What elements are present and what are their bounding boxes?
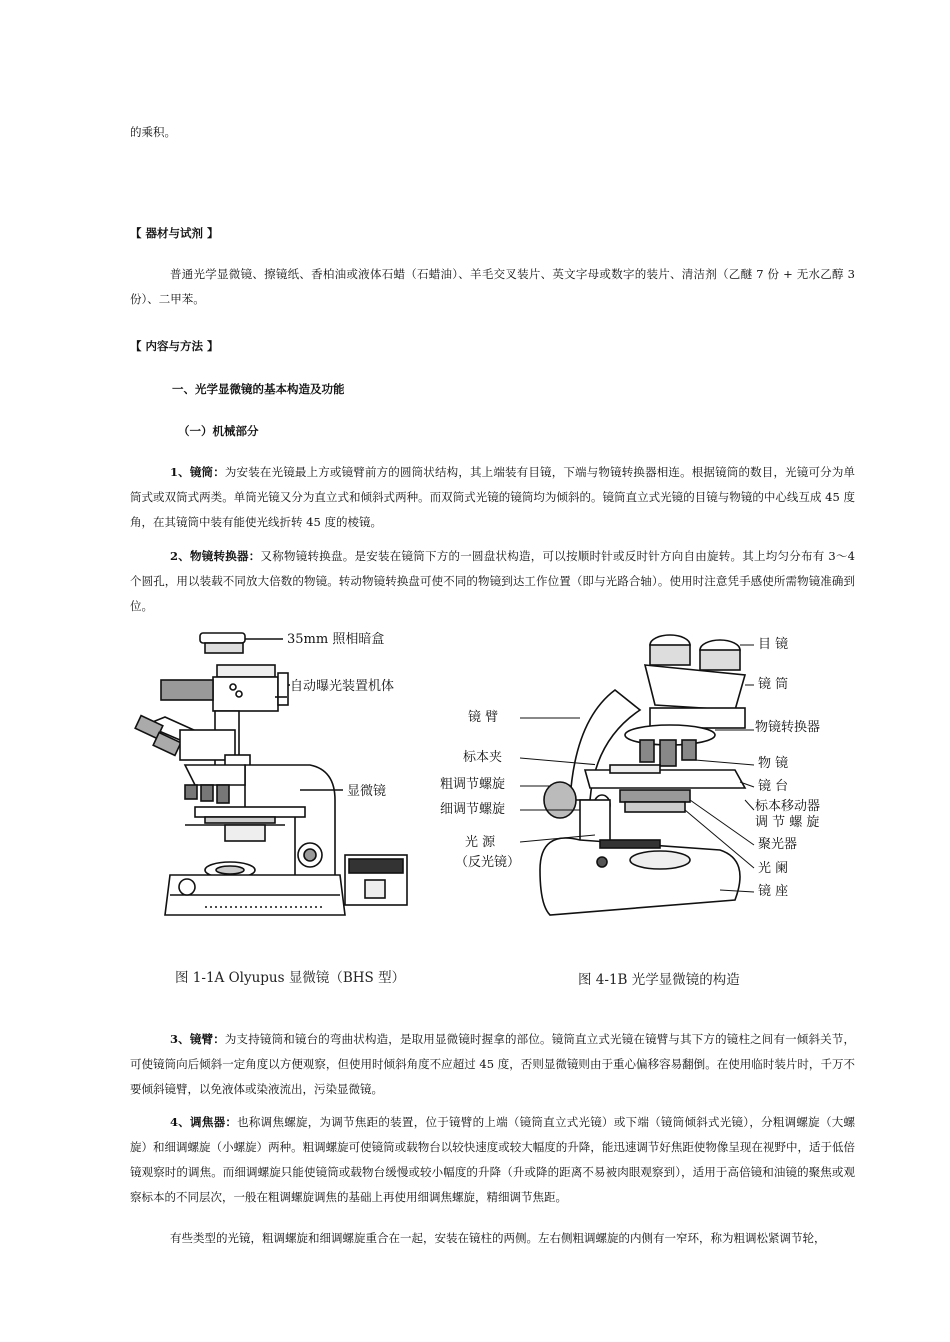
figure-a-illustration bbox=[125, 625, 435, 935]
figure-b-label-base: 镜 座 bbox=[758, 884, 789, 899]
paragraph-last: 有些类型的光镜，粗调螺旋和细调螺旋重合在一起，安装在镜柱的两侧。左右侧粗调螺旋的内侧有一窄环，称为粗调松紧调节轮， bbox=[170, 1231, 826, 1245]
item2-title: 2、物镜转换器： bbox=[170, 549, 261, 563]
paragraph-item2 bbox=[130, 544, 855, 619]
item3-body: 为支持镜筒和镜台的弯曲状构造，是取用显微镜时握拿的部位。镜筒直立式光镜在镜臂与其下方的镜柱之间有一倾斜关节，可使镜筒向后倾斜一定角度以方便观察，但使用时倾斜角度不应超过 45 度，否则显微镜则由于重心偏移容易翻倒。在使用临时装片时，千万不要倾斜镜臂，以免液体或染液流出，污染显微镜。 bbox=[130, 1032, 855, 1096]
paragraph-item4 bbox=[130, 1110, 855, 1210]
figure-b-caption: 图 4-1B 光学显微镜的构造 bbox=[578, 972, 740, 988]
content-heading: 【 内容与方法 】 bbox=[130, 339, 219, 353]
materials-heading: 【 器材与试剂 】 bbox=[130, 226, 219, 240]
item1-body: 为安装在光镜最上方或镜臂前方的圆筒状结构，其上端装有目镜，下端与物镜转换器相连。根据镜筒的数目，光镜可分为单筒式或双筒式两类。单筒光镜又分为直立式和倾斜式两种。而双筒式光镜的镜筒均为倾斜的。镜筒直立式光镜的目镜与物镜的中心线互成 45 度角，在其镜筒中装有能使光线折转 45 度的棱镜。 bbox=[130, 465, 855, 529]
figure-a-caption: 图 1-1A Olyupus 显微镜（BHS 型） bbox=[175, 970, 406, 986]
figure-b-label-coarse: 粗调节螺旋 bbox=[440, 777, 506, 792]
figure-b-label-arm: 镜 臂 bbox=[468, 710, 499, 725]
figure-b-label-nosepiece: 物镜转换器 bbox=[755, 720, 821, 735]
figure-b-label-objective: 物 镜 bbox=[758, 756, 789, 771]
paragraph-item1 bbox=[130, 460, 855, 535]
figure-a-label-camera: 35mm 照相暗盒 bbox=[287, 632, 385, 647]
figure-b-label-light: 光 源 bbox=[465, 835, 496, 850]
paragraph-item3 bbox=[130, 1027, 855, 1102]
figure-a-label-exposure: 自动曝光装置机体 bbox=[290, 679, 395, 694]
figure-b-label-mirror: （反光镜） bbox=[455, 855, 521, 870]
figure-b-label-eyepiece: 目 镜 bbox=[758, 637, 789, 652]
figure-b-label-diaphragm: 光 阑 bbox=[758, 861, 789, 876]
figure-a-label-microscope: 显微镜 bbox=[347, 784, 387, 799]
figure-b-label-mover-knob: 调 节 螺 旋 bbox=[755, 815, 820, 830]
subsection-title: （一）机械部分 bbox=[178, 424, 259, 438]
figure-b-label-clip: 标本夹 bbox=[463, 750, 503, 765]
item1-title: 1、镜筒： bbox=[170, 465, 225, 479]
item4-title: 4、调焦器： bbox=[170, 1115, 238, 1129]
item2-body: 又称物镜转换盘。是安装在镜筒下方的一圆盘状构造，可以按顺时针或反时针方向自由旋转。其上均匀分布有 3～4 个圆孔，用以装载不同放大倍数的物镜。转动物镜转换盘可使不同的物镜到达工作位置（即与光路合轴）。使用时注意凭手感使所需物镜准确到位。 bbox=[130, 549, 855, 613]
materials-body: 普通光学显微镜、擦镜纸、香柏油或液体石蜡（石蜡油）、羊毛交叉装片、英文字母或数字的装片、清洁剂（乙醚 7 份 + 无水乙醇 3 份）、二甲苯。 bbox=[130, 267, 855, 306]
figure-b-label-tube: 镜 筒 bbox=[758, 677, 789, 692]
item4-body: 也称调焦螺旋，为调节焦距的装置，位于镜臂的上端（镜筒直立式光镜）或下端（镜筒倾斜式光镜），分粗调螺旋（大螺旋）和细调螺旋（小螺旋）两种。粗调螺旋可使镜筒或载物台以较快速度或较大幅度的升降，能迅速调节好焦距使物像呈现在视野中，适于低倍镜观察时的调焦。而细调螺旋只能使镜筒或载物台缓慢或较小幅度的升降（升或降的距离不易被肉眼观察到），适用于高倍镜和油镜的聚焦或观察标本的不同层次，一般在粗调螺旋调焦的基础上再使用细调焦螺旋，精细调节焦距。 bbox=[130, 1115, 855, 1204]
figure-b-left-leaders bbox=[520, 700, 595, 850]
figure-b-label-stage: 镜 台 bbox=[758, 779, 789, 794]
section-title: 一、光学显微镜的基本构造及功能 bbox=[172, 382, 345, 396]
figure-b-label-mover: 标本移动器 bbox=[755, 799, 821, 814]
item3-title: 3、镜臂： bbox=[170, 1032, 225, 1046]
figure-b-label-condenser: 聚光器 bbox=[758, 837, 798, 852]
top-fragment: 的乘积。 bbox=[130, 125, 176, 139]
figure-b-label-fine: 细调节螺旋 bbox=[440, 802, 506, 817]
